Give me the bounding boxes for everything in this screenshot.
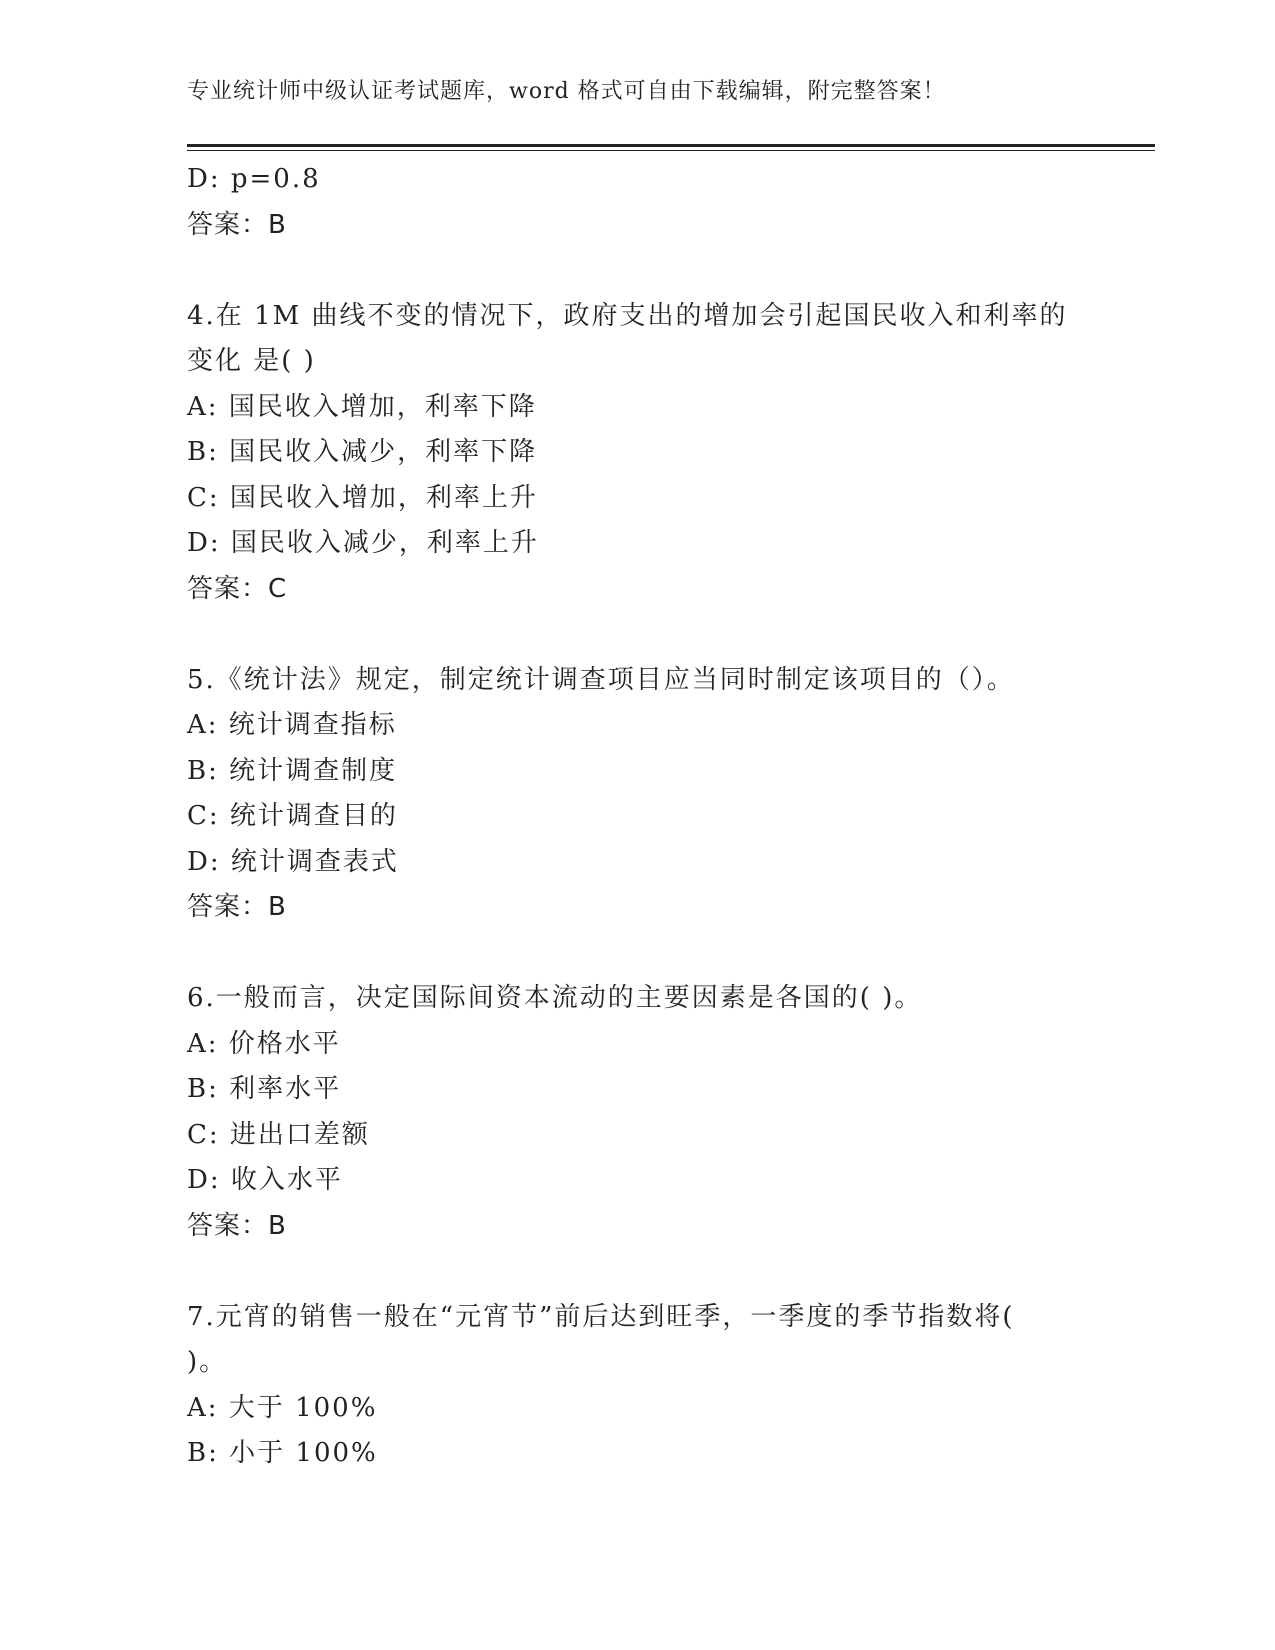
question-4-answer: 答案：C: [187, 573, 288, 604]
question-7-stem: 7.元宵的销售一般在“元宵节”前后达到旺季，一季度的季节指数将(: [187, 1301, 1015, 1332]
question-5-option-d: D: 统计调查表式: [187, 846, 399, 877]
question-5-option-b: B: 统计调查制度: [187, 755, 398, 786]
header-rule-thick: [187, 144, 1155, 147]
question-4-stem-cont: 变化 是( ): [187, 346, 316, 376]
question-6-option-d: D: 收入水平: [187, 1165, 343, 1195]
question-7-stem-cont: )。: [187, 1347, 228, 1377]
question-6-option-c: C: 进出口差额: [187, 1119, 370, 1150]
header-rule-thin: [187, 150, 1155, 151]
question-5-answer: 答案：B: [187, 892, 287, 922]
page-header: 专业统计师中级认证考试题库，word 格式可自由下载编辑，附完整答案！: [187, 79, 946, 104]
question-5-option-c: C: 统计调查目的: [187, 801, 398, 831]
question-4-option-b: B: 国民收入减少，利率下降: [187, 437, 538, 467]
question-4-option-a: A: 国民收入增加，利率下降: [187, 391, 537, 422]
answer: 答案：B: [187, 209, 287, 240]
option-d: D: p=0.8: [187, 164, 321, 194]
question-5-stem: 5.《统计法》规定，制定统计调查项目应当同时制定该项目的（）。: [187, 664, 1015, 695]
question-7-option-b: B: 小于 100%: [187, 1438, 378, 1468]
question-4-stem: 4.在 1M 曲线不变的情况下，政府支出的增加会引起国民收入和利率的: [187, 300, 1068, 331]
question-6-stem: 6.一般而言，决定国际间资本流动的主要因素是各国的( )。: [187, 983, 923, 1013]
question-6-option-b: B: 利率水平: [187, 1074, 342, 1104]
question-4-option-d: D: 国民收入减少，利率上升: [187, 528, 539, 558]
question-5-option-a: A: 统计调查指标: [187, 710, 397, 740]
question-6-option-a: A: 价格水平: [187, 1028, 341, 1059]
question-6-answer: 答案：B: [187, 1210, 287, 1241]
document-body: [187, 157, 1087, 1477]
question-7-option-a: A: 大于 100%: [187, 1392, 378, 1423]
question-4-option-c: C: 国民收入增加，利率上升: [187, 482, 538, 513]
